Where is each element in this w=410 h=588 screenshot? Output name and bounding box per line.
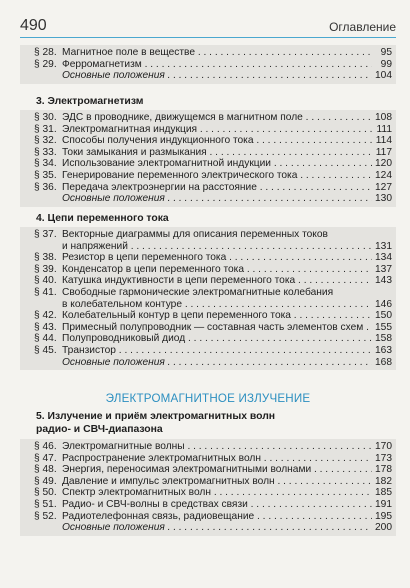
toc-page-number: 158: [375, 333, 392, 345]
toc-page-number: 114: [375, 135, 392, 147]
toc-summary-row: [20, 522, 396, 534]
toc-entry-title: Спектр электромагнитных волн . . .: [62, 487, 372, 499]
toc-row: [20, 487, 396, 499]
chapter-4-heading: 4. Цепи переменного тока: [36, 213, 169, 224]
toc-summary-row: [20, 357, 396, 369]
toc-row: [20, 476, 396, 488]
toc-page-number: 143: [375, 275, 392, 287]
toc-entry-title: Основные положения . . .: [62, 522, 372, 534]
toc-section-number: § 52.: [34, 510, 57, 522]
toc-page-number: 170: [375, 441, 392, 452]
toc-block-chapter4: [20, 227, 396, 370]
toc-row: [20, 453, 396, 465]
toc-entry-title: Электромагнитная индукция . . .: [62, 124, 372, 136]
toc-row: [20, 499, 396, 511]
toc-row: [20, 464, 396, 476]
toc-section-number: § 41.: [34, 286, 57, 298]
toc-section-number: § 33.: [34, 146, 57, 158]
toc-page-number: 200: [375, 522, 392, 534]
toc-section-number: § 29.: [34, 58, 57, 70]
toc-page-number: 104: [375, 70, 392, 82]
toc-row: [20, 135, 396, 147]
toc-section-number: § 38.: [34, 252, 57, 264]
toc-row: [20, 333, 396, 345]
toc-page-number: 173: [375, 452, 392, 464]
toc-page-number: 127: [375, 181, 392, 193]
toc-row: [20, 275, 396, 287]
toc-entry-title: Токи замыкания и размыкания . . .: [62, 147, 372, 159]
toc-entry-title: Энергия, переносимая электромагнитными волнами . . .: [62, 464, 372, 476]
toc-page-number: 191: [375, 498, 392, 510]
toc-entry-title: Распространение электромагнитных волн . . .: [62, 453, 372, 465]
chapter-5-heading-line1: 5. Излучение и приём электромагнитных волн: [36, 411, 276, 422]
toc-page-number: 168: [375, 356, 392, 368]
toc-page-number: 134: [375, 252, 392, 264]
toc-section-number: § 43.: [34, 321, 57, 333]
toc-page-number: 155: [375, 321, 392, 333]
toc-entry-title: Способы получения индукционного тока . . .: [62, 135, 372, 147]
toc-row: [20, 59, 396, 71]
toc-section-number: § 28.: [34, 47, 57, 58]
toc-entry-title: Векторные диаграммы для описания переменных токов: [62, 229, 328, 240]
chapter-5-heading-line2: радио- и СВЧ-диапазона: [36, 424, 163, 435]
toc-block-chapter2-end: [20, 45, 396, 84]
toc-section-number: § 39.: [34, 263, 57, 275]
toc-entry-title: Электромагнитные волны . . .: [62, 441, 372, 453]
toc-row: [20, 310, 396, 322]
toc-section-number: § 50.: [34, 487, 57, 499]
toc-page-number: 108: [375, 112, 392, 123]
toc-entry-title: Давление и импульс электромагнитных волн . . .: [62, 476, 372, 488]
toc-page-number: 131: [375, 240, 392, 252]
toc-row: [20, 252, 396, 264]
toc-row: [20, 287, 396, 299]
toc-entry-title: Примесный полупроводник — составная часть элементов схем . . .: [62, 322, 372, 334]
toc-row: [20, 147, 396, 159]
chapter-3-heading: 3. Электромагнетизм: [36, 96, 144, 107]
toc-entry-title: Основные положения . . .: [62, 70, 372, 82]
section-banner: ЭЛЕКТРОМАГНИТНОЕ ИЗЛУЧЕНИЕ: [105, 392, 311, 405]
toc-page-number: 150: [375, 310, 392, 322]
toc-section-number: § 30.: [34, 112, 57, 123]
toc-page-number: 117: [375, 146, 392, 158]
toc-entry-title: Колебательный контур в цепи переменного тока . . .: [62, 310, 372, 322]
toc-page-number: 137: [375, 263, 392, 275]
toc-row: [20, 441, 396, 453]
toc-page-number: 185: [375, 487, 392, 499]
toc-section-number: § 47.: [34, 452, 57, 464]
toc-entry-title: в колебательном контуре . . .: [62, 299, 372, 311]
toc-row: [20, 299, 396, 311]
toc-section-number: § 32.: [34, 135, 57, 147]
toc-summary-row: [20, 70, 396, 82]
toc-page-number: 120: [375, 158, 392, 170]
toc-page-number: 178: [375, 464, 392, 476]
toc-entry-title: Транзистор . . .: [62, 345, 372, 357]
toc-block-chapter3: [20, 110, 396, 207]
toc-row: [20, 170, 396, 182]
running-title: Оглавление: [329, 20, 396, 34]
toc-entry-title: Конденсатор в цепи переменного тока . . .: [62, 264, 372, 276]
toc-entry-title: Ферромагнетизм . . .: [62, 59, 372, 71]
toc-page-number: 95: [380, 47, 392, 58]
toc-entry-title: и напряжений . . .: [62, 241, 372, 253]
toc-entry-title: ЭДС в проводнике, движущемся в магнитном поле . . .: [62, 112, 372, 124]
toc-section-number: § 49.: [34, 475, 57, 487]
toc-row: [20, 322, 396, 334]
toc-section-number: § 42.: [34, 310, 57, 322]
toc-section-number: § 35.: [34, 169, 57, 181]
toc-row: [20, 112, 396, 124]
toc-entry-title: Радио- и СВЧ-волны в средствах связи . . .: [62, 499, 372, 511]
toc-section-number: § 31.: [34, 123, 57, 135]
toc-page-number: 124: [375, 169, 392, 181]
toc-page-number: 195: [375, 510, 392, 522]
toc-section-number: § 37.: [34, 229, 57, 240]
toc-entry-title: Основные положения . . .: [62, 193, 372, 205]
toc-entry-title: Основные положения . . .: [62, 357, 372, 369]
toc-section-number: § 36.: [34, 181, 57, 193]
toc-entry-title: Полупроводниковый диод . . .: [62, 333, 372, 345]
toc-entry-title: Свободные гармонические электромагнитные колебания: [62, 286, 334, 298]
toc-row: [20, 124, 396, 136]
toc-section-number: § 51.: [34, 498, 57, 510]
toc-row: [20, 345, 396, 357]
toc-section-number: § 44.: [34, 333, 57, 345]
toc-row: [20, 182, 396, 194]
toc-page-number: 182: [375, 475, 392, 487]
toc-entry-title: Генерирование переменного электрического тока . . .: [62, 170, 372, 182]
toc-page-number: 146: [375, 298, 392, 310]
toc-section-number: § 45.: [34, 344, 57, 356]
toc-row: [20, 241, 396, 253]
toc-block-chapter5: [20, 439, 396, 536]
toc-row: [20, 229, 396, 241]
toc-entry-title: Передача электроэнергии на расстояние . . .: [62, 182, 372, 194]
page-number: 490: [20, 17, 47, 34]
toc-section-number: § 48.: [34, 464, 57, 476]
toc-entry-title: Радиотелефонная связь, радиовещание . . .: [62, 511, 372, 523]
toc-row: [20, 47, 396, 59]
toc-page-number: 163: [375, 344, 392, 356]
toc-page-number: 99: [380, 58, 392, 70]
toc-entry-title: Резистор в цепи переменного тока . . .: [62, 252, 372, 264]
page-header: [20, 14, 396, 38]
toc-page-number: 130: [375, 193, 392, 205]
toc-page-number: 111: [376, 123, 392, 135]
toc-row: [20, 158, 396, 170]
toc-entry-title: Использование электромагнитной индукции . . .: [62, 158, 372, 170]
toc-summary-row: [20, 193, 396, 205]
toc-entry-title: Катушка индуктивности в цепи переменного тока . . .: [62, 275, 372, 287]
toc-row: [20, 511, 396, 523]
toc-section-number: § 46.: [34, 441, 57, 452]
toc-section-number: § 40.: [34, 275, 57, 287]
toc-row: [20, 264, 396, 276]
toc-entry-title: Магнитное поле в веществе . . .: [62, 47, 372, 59]
toc-section-number: § 34.: [34, 158, 57, 170]
